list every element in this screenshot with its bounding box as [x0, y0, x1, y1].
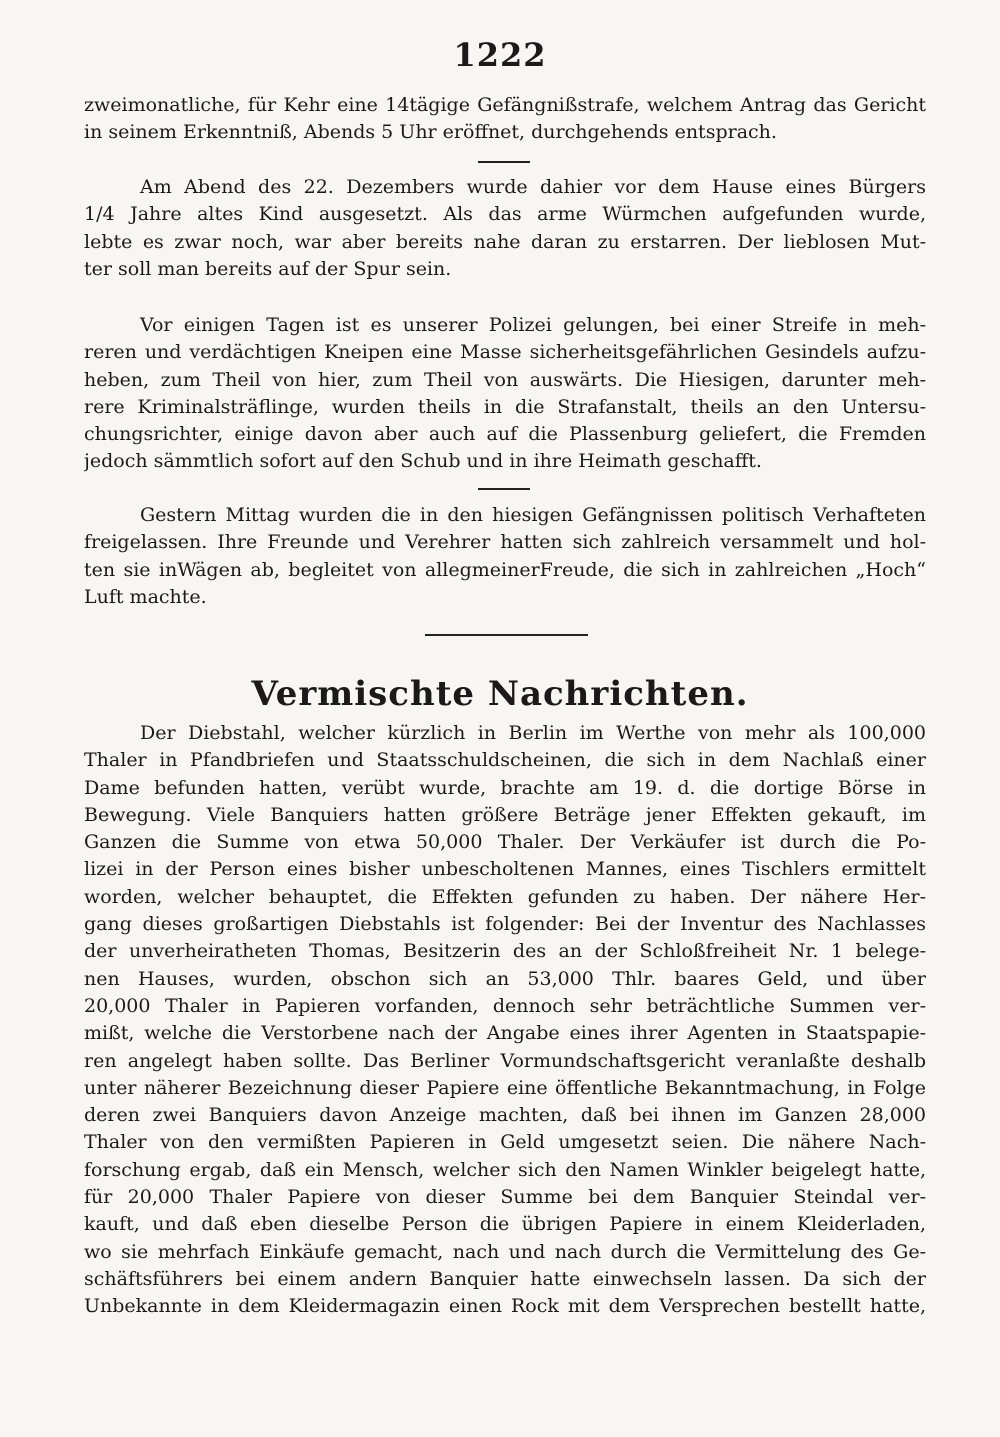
text-line: ren angelegt haben sollte. Das Berliner Vormundschaftsgericht veranlaßte deshalb	[84, 1049, 926, 1072]
paragraph-1	[84, 92, 926, 147]
text-line: lebte es zwar noch, war aber bereits nahe daran zu erstarren. Der lieblosen Mut-	[84, 230, 926, 253]
text-line: 20,000 Thaler in Papieren vorfanden, dennoch sehr beträchtliche Summen ver-	[84, 994, 926, 1017]
text-line: Vor einigen Tagen ist es unserer Polizei gelungen, bei einer Streife in meh-	[140, 314, 926, 336]
paragraph-2	[84, 174, 926, 283]
separator-rule	[478, 488, 530, 490]
text-line: Der Diebstahl, welcher kürzlich in Berlin im Werthe von mehr als 100,000	[140, 722, 926, 744]
text-line: unter näherer Bezeichnung dieser Papiere eine öffentliche Bekanntmachung, in Folge	[84, 1076, 926, 1099]
text-line: wo sie mehrfach Einkäufe gemacht, nach und nach durch die Vermittelung des Ge-	[84, 1240, 926, 1263]
text-line: Dame befunden hatten, verübt wurde, brachte am 19. d. die dortige Börse in	[84, 776, 926, 799]
text-line: Gestern Mittag wurden die in den hiesigen Gefängnissen politisch Verhafteten	[140, 504, 926, 526]
text-line: forschung ergab, daß ein Mensch, welcher sich den Namen Winkler beigelegt hatte,	[84, 1158, 926, 1181]
text-line: gang dieses großartigen Diebstahls ist folgender: Bei der Inventur des Nachlasses	[84, 913, 926, 936]
section-divider	[425, 634, 588, 636]
text-line: Bewegung. Viele Banquiers hatten größere Beträge jener Effekten gekauft, im	[84, 803, 926, 826]
text-line: zweimonatliche, für Kehr eine 14tägige Gefängnißstrafe, welchem Antrag das Gericht	[84, 94, 926, 116]
text-line: freigelassen. Ihre Freunde und Verehrer hatten sich zahlreich versammelt und hol-	[84, 531, 926, 554]
text-line: nen Hauses, wurden, obschon sich an 53,000 Thlr. baares Geld, und über	[84, 967, 926, 990]
paragraph-4	[84, 502, 926, 611]
section-heading: Vermischte Nachrichten.	[251, 674, 749, 714]
text-line: ten sie inWägen ab, begleitet von allegmeinerFreude, die sich in zahlreichen „Hoch“	[84, 558, 926, 581]
text-line: worden, welcher behauptet, die Effekten gefunden zu haben. Der nähere Her-	[84, 885, 926, 908]
text-line: der unverheiratheten Thomas, Besitzerin des an der Schloßfreiheit Nr. 1 belege-	[84, 940, 926, 963]
text-line: Thaler in Pfandbriefen und Staatsschuldscheinen, die sich in dem Nachlaß einer	[84, 749, 926, 772]
text-line: schäftsführers bei einem andern Banquier hatte einwechseln lassen. Da sich der	[84, 1267, 926, 1290]
paragraph-5	[84, 720, 926, 1321]
text-line: heben, zum Theil von hier, zum Theil von auswärts. Die Hiesigen, darunter meh-	[84, 368, 926, 391]
text-line: Ganzen die Summe von etwa 50,000 Thaler. Der Verkäufer ist durch die Po-	[84, 831, 926, 854]
separator-rule	[478, 161, 530, 163]
text-line: jedoch sämmtlich sofort auf den Schub und in ihre Heimath geschafft.	[84, 450, 762, 473]
text-line: deren zwei Banquiers davon Anzeige machten, daß bei ihnen im Ganzen 28,000	[84, 1104, 926, 1127]
paragraph-3	[84, 312, 926, 476]
text-line: Unbekannte in dem Kleidermagazin einen Rock mit dem Versprechen bestellt hatte,	[84, 1295, 926, 1318]
page-number: 1222	[453, 36, 547, 74]
text-line: lizei in der Person eines bisher unbescholtenen Mannes, eines Tischlers ermittelt	[84, 858, 926, 881]
text-line: chungsrichter, einige davon aber auch auf die Plassenburg geliefert, die Fremden	[84, 423, 926, 446]
text-line: mißt, welche die Verstorbene nach der Angabe eines ihrer Agenten in Staatspapie-	[84, 1022, 926, 1045]
text-line: kauft, und daß eben dieselbe Person die übrigen Papiere in einem Kleiderladen,	[84, 1213, 926, 1236]
text-line: für 20,000 Thaler Papiere von dieser Summe bei dem Banquier Steindal ver-	[84, 1186, 926, 1209]
text-line: rere Kriminalsträflinge, wurden theils in die Strafanstalt, theils an den Untersu-	[84, 395, 926, 418]
text-line: Luft machte.	[84, 585, 207, 608]
text-line: 1/4 Jahre altes Kind ausgesetzt. Als das arme Würmchen aufgefunden wurde,	[84, 203, 926, 226]
text-line: Thaler von den vermißten Papieren in Geld umgesetzt seien. Die nähere Nach-	[84, 1131, 926, 1154]
text-line: reren und verdächtigen Kneipen eine Masse sicherheitsgefährlichen Gesindels aufzu-	[84, 341, 926, 364]
text-line: ter soll man bereits auf der Spur sein.	[84, 257, 452, 280]
text-line: Am Abend des 22. Dezembers wurde dahier vor dem Hause eines Bürgers	[140, 176, 926, 198]
text-line: in seinem Erkenntniß, Abends 5 Uhr eröffnet, durchgehends entsprach.	[84, 121, 777, 144]
